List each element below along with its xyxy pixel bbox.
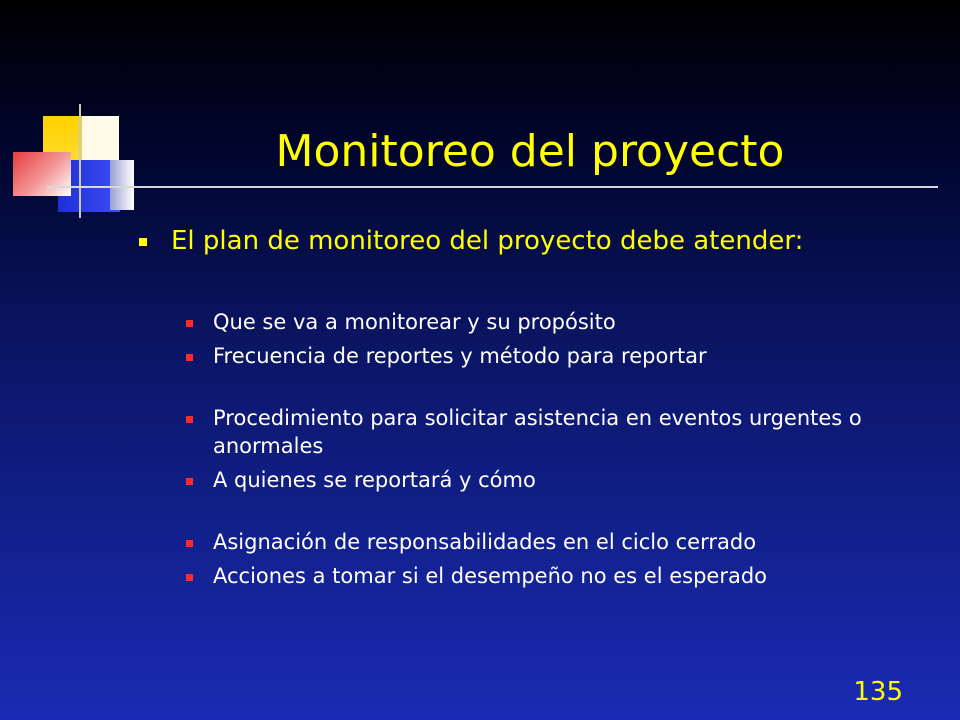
sub-bullet-item — [183, 404, 903, 460]
square-bullet-icon — [186, 478, 193, 485]
sub-bullet-item — [183, 308, 903, 336]
square-bullet-icon — [186, 320, 193, 327]
sub-bullet-text: Frecuencia de reportes y método para reportar — [213, 344, 707, 368]
sub-bullet-text: A quienes se reportará y cómo — [213, 468, 536, 492]
sub-bullet-list — [183, 308, 903, 590]
sub-bullet-item — [183, 562, 903, 590]
sub-bullet-item — [183, 466, 903, 494]
sub-bullet-item — [183, 342, 903, 370]
sub-bullet-text: Asignación de responsabilidades en el ciclo cerrado — [213, 530, 757, 554]
sub-bullet-item — [183, 528, 903, 556]
vertical-divider-line — [79, 104, 81, 218]
sub-bullet-text: Procedimiento para solicitar asistencia en eventos urgentes o anormales — [213, 406, 862, 458]
main-bullet-text: El plan de monitoreo del proyecto debe atender: — [171, 226, 804, 256]
square-bullet-icon — [186, 540, 193, 547]
main-bullet — [135, 224, 915, 258]
title-underline — [47, 186, 938, 188]
white-square — [82, 116, 119, 160]
red-square — [13, 152, 71, 196]
square-bullet-icon — [186, 574, 193, 581]
square-bullet-icon — [186, 354, 193, 361]
sub-bullet-text: Que se va a monitorear y su propósito — [213, 310, 616, 334]
slide-number: 135 — [853, 677, 903, 707]
square-bullet-icon — [139, 238, 147, 246]
square-bullet-icon — [186, 416, 193, 423]
sub-bullet-text: Acciones a tomar si el desempeño no es el esperado — [213, 564, 767, 588]
slide-title: Monitoreo del proyecto — [275, 126, 785, 177]
